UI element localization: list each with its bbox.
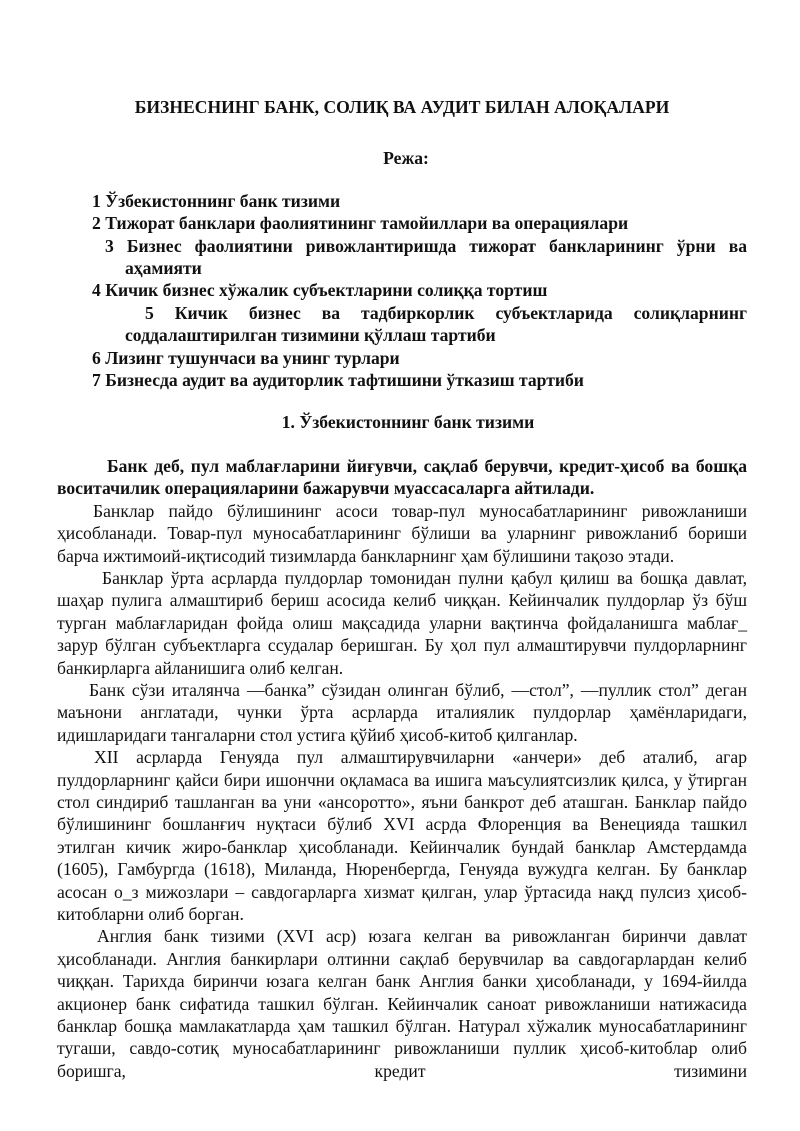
lead-definition: Банк деб, пул маблағларини йиғувчи, сақлаб берувчи, кредит-ҳисоб ва бошқа воситачилик операцияларини бажарувчи муассасаларга айтилади. [57,455,747,499]
table-of-contents [57,190,747,392]
toc-item: 2 Тижорат банклари фаолиятининг тамойиллари ва операциялари [92,213,629,234]
toc-item: 3 Бизнес фаолиятини ривожлантиришда тижорат банкларининг ўрни ва аҳамияти [105,235,747,279]
toc-item: 7 Бизнесда аудит ва аудиторлик тафтишини ўтказиш тартиби [92,370,584,391]
body-paragraph: XII асрларда Генуяда пул алмаштирувчиларни «анчери» деб аталиб, агар пулдорларнинг қайси бири ишончни оқламаса ва ишига маъсулиятсизлик қилса, у ўтирган стол синдириб ташланган ва уни «ансоротто», яъни банкрот деб аташган. Банклар пайдо бўлишининг бошланғич нуқтаси бўлиб XVI асрда Флоренция ва Венецияда ташкил этилган кичик жиро-банклар ҳисобланади. Кейинчалик бундай банклар Амстердамда (1605), Гамбургда (1618), Миланда, Нюренбергда, Генуяда вужудга келган. Бу банклар асосан о_з мижозлари – савдогарларга хизмат қилган, улар ўртасида нақд пулсиз ҳисоб-китобларни олиб борган. [57,747,747,924]
body-paragraph: Банклар пайдо бўлишининг асоси товар-пул муносабатларининг ривожланиши ҳисобланади. Товар-пул муносабатларининг бўлиши ва уларнинг ривожланиб бориши барча ижтимоий-иқтисодий тизимларда банкларнинг ҳам бўлишини тақозо этади. [57,500,747,566]
document-page [57,96,747,1082]
toc-item: 1 Ўзбекистоннинг банк тизими [92,190,341,211]
toc-item: 5 Кичик бизнес ва тадбиркорлик субъектларида солиқларнинг соддалаштирилган тизимини қўллаш тартиби [125,302,747,346]
body-paragraph: Банклар ўрта асрларда пулдорлар томонидан пулни қабул қилиш ва бошқа давлат, шаҳар пулига алмаштириб бериш асосида келиб чиққан. Кейинчалик пулдорлар ўз бўш турган маблағларидан фойда олиш мақсадида уларни вақтинча фойдаланишга маблағ_ зарур бўлган субъектларга ссудалар беришган. Бу ҳол пул алмаштирувчи пулдорларнинг банкирларга айланишига олиб келган. [57,567,747,678]
body-paragraph: Банк сўзи италянча —банка” сўзидан олинган бўлиб, —стол”, —пуллик стол” деган маънони англатади, чунки ўрта асрларда италиялик пулдорлар ҳамёнларидаги, идишларидаги тангаларни стол устига қўйиб ҳисоб-китоб қилганлар. [57,679,747,745]
section-title: 1. Ўзбекистоннинг банк тизими [281,412,535,433]
body-paragraph: Англия банк тизими (XVI аср) юзага келган ва ривожланган биринчи давлат ҳисобланади. Англия банкирлари олтинни сақлаб берувчилар ва савдогарлардан келиб чиққан. Тарихда биринчи юзага келган банк Англия банки ҳисобланади, у 1694-йилда акционер банк сифатида ташкил бўлган. Кейинчалик саноат ривожланиши натижасида банклар бошқа мамлакатларда ҳам ташкил бўлган. Натурал хўжалик муносабатларининг тугаши, савдо-сотиқ муносабатларининг ривожланиши пуллик ҳисоб-китоблар олиб боришга, кредит тизимини [57,926,747,1081]
toc-item: 6 Лизинг тушунчаси ва унинг турлари [92,347,400,368]
document-title: БИЗНЕСНИНГ БАНК, СОЛИҚ ВА АУДИТ БИЛАН АЛОҚАЛАРИ [134,97,670,117]
toc-item: 4 Кичик бизнес хўжалик субъектларини солиққа тортиш [92,280,548,301]
plan-heading: Режа: [383,148,429,169]
